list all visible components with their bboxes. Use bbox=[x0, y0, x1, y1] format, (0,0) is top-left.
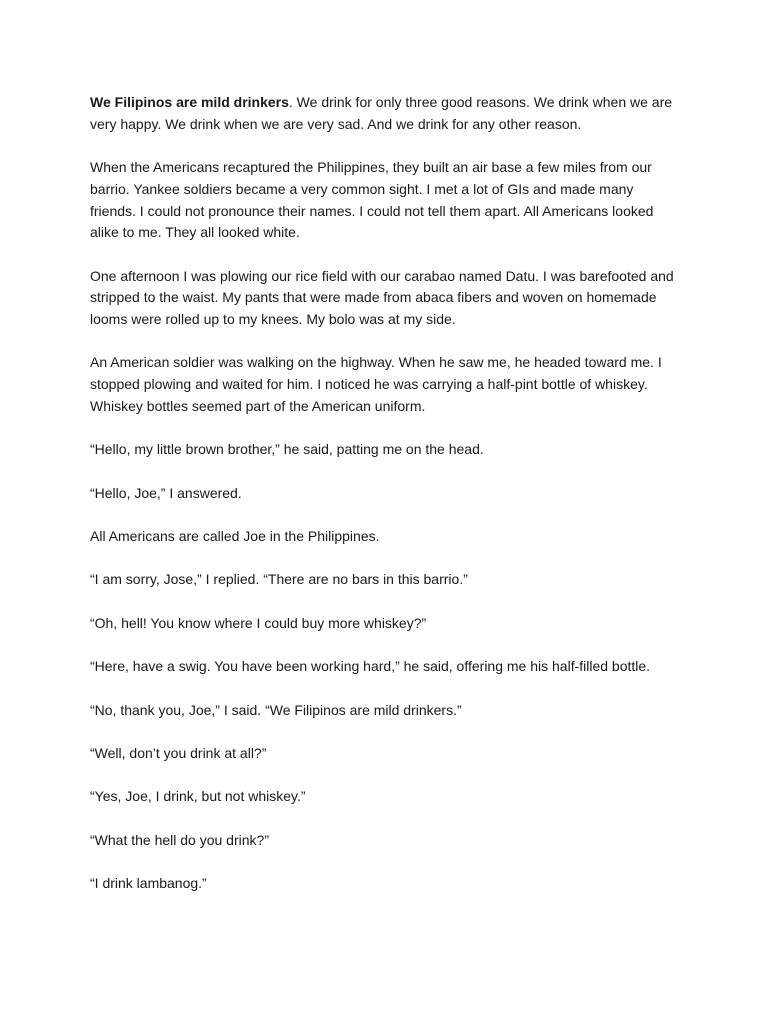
paragraph: One afternoon I was plowing our rice field with our carabao named Datu. I was barefooted and stripped to the waist. My pants that were made from abaca fibers and woven on homemade looms were rolled up to my knees. My bolo was at my side. bbox=[90, 267, 674, 327]
paragraph: “Oh, hell! You know where I could buy more whiskey?” bbox=[90, 614, 427, 631]
paragraph: “Well, don’t you drink at all?” bbox=[90, 744, 267, 761]
paragraph: All Americans are called Joe in the Philippines. bbox=[90, 527, 380, 544]
paragraph: “Hello, my little brown brother,” he said, patting me on the head. bbox=[90, 441, 484, 458]
intro-text: . We drink for only three good reasons. We drink when we are very happy. We drink when we are very sad. And we drink for any other reason. bbox=[90, 94, 673, 132]
lead-phrase: We Filipinos are mild drinkers bbox=[90, 94, 289, 110]
paragraph: “Hello, Joe,” I answered. bbox=[90, 484, 242, 501]
paragraph: “I am sorry, Jose,” I replied. “There are no bars in this barrio.” bbox=[90, 571, 468, 588]
paragraph: “What the hell do you drink?” bbox=[90, 831, 269, 848]
paragraph: “No, thank you, Joe,” I said. “We Filipinos are mild drinkers.” bbox=[90, 701, 462, 718]
paragraph: “Here, have a swig. You have been working hard,” he said, offering me his half-filled bottle. bbox=[90, 658, 651, 675]
paragraph: An American soldier was walking on the highway. When he saw me, he headed toward me. I stopped plowing and waited for him. I noticed he was carrying a half-pint bottle of whiskey. Whiskey bottles seemed part of the American uniform. bbox=[90, 354, 662, 414]
paragraph-intro bbox=[90, 92, 682, 135]
paragraph: “Yes, Joe, I drink, but not whiskey.” bbox=[90, 788, 306, 805]
paragraph: “I drink lambanog.” bbox=[90, 875, 207, 892]
paragraph: When the Americans recaptured the Philippines, they built an air base a few miles from our barrio. Yankee soldiers became a very common sight. I met a lot of GIs and made many friends. I could not pronounce their names. I could not tell them apart. All Americans looked alike to me. They all looked white. bbox=[90, 159, 654, 241]
document-page bbox=[90, 92, 682, 916]
